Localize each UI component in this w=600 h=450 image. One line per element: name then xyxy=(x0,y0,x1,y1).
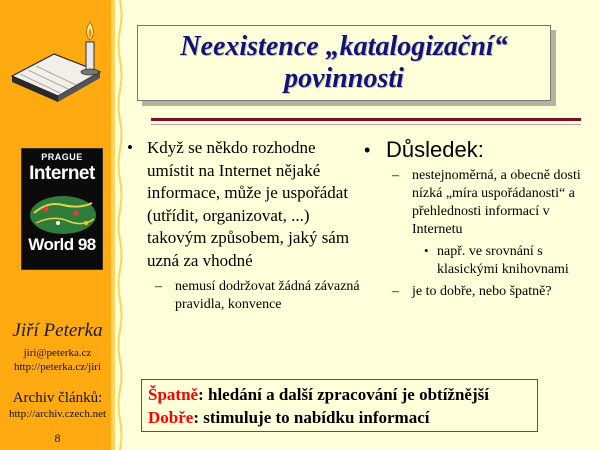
title-divider-thin xyxy=(151,124,581,125)
author-url[interactable]: http://peterka.cz/jiri xyxy=(13,361,102,373)
title-divider xyxy=(151,118,581,121)
author-email[interactable]: jiri@peterka.cz xyxy=(23,347,92,359)
logo-word-world: World 98 xyxy=(28,235,96,254)
left-sub-point xyxy=(155,278,360,314)
dash-icon: – xyxy=(155,279,162,294)
archive-url[interactable]: http://archiv.czech.net xyxy=(8,408,107,420)
slide-title-box xyxy=(137,25,551,101)
sidebar-edge-decoration xyxy=(117,0,123,450)
bullet-icon: • xyxy=(127,138,133,157)
conclusion-box xyxy=(141,379,538,432)
slide-title-line-1: Neexistence „katalogizační“ xyxy=(180,31,508,62)
right-sub-point-1 xyxy=(392,167,590,239)
right-sub-point-2 xyxy=(392,283,590,301)
internet-world-logo xyxy=(21,148,103,270)
small-bullet-icon: • xyxy=(424,243,429,258)
globe-icon xyxy=(28,193,98,235)
good-label: Dobře xyxy=(148,408,194,427)
book-candle-icon xyxy=(8,14,108,104)
left-sub-text: nemusí dodržovat žádná závazná pravidla, konvence xyxy=(175,279,360,312)
right-sub-text-1: nestejnoměrná, a obecně dosti nízká „míra uspořádanosti“ a přehlednosti informací v Internetu xyxy=(412,168,581,237)
bad-text: : hledání a další zpracování je obtížnější xyxy=(198,385,489,404)
good-text: : stimuluje to nabídku informací xyxy=(193,408,430,427)
logo-word-internet: Internet xyxy=(29,163,95,184)
right-sub-sub-point xyxy=(424,243,590,279)
bullet-icon: • xyxy=(364,140,371,160)
sidebar xyxy=(0,0,115,450)
left-main-point xyxy=(125,137,360,272)
dash-icon: – xyxy=(392,284,399,299)
right-column xyxy=(362,137,590,301)
conclusion-good-line xyxy=(148,406,531,429)
slide-title-line-2: povinnosti xyxy=(284,63,404,94)
left-column xyxy=(125,137,360,314)
right-sub-text-2: je to dobře, nebo špatně? xyxy=(412,284,552,299)
author-name: Jiří Peterka xyxy=(12,320,103,341)
left-main-text: Když se někdo rozhodne umístit na Internet nějaké informace, může je uspořádat (utřídit, organizovat, ...) takovým způsobem, jaký sám uzná za vhodné xyxy=(147,138,350,270)
archive-title: Archiv článků: xyxy=(12,390,103,406)
right-main-point xyxy=(362,137,590,163)
right-sub-sub-text: např. ve srovnání s klasickými knihovnami xyxy=(437,244,569,277)
right-main-text: Důsledek: xyxy=(386,137,484,162)
dash-icon: – xyxy=(392,168,399,183)
conclusion-bad-line xyxy=(148,383,531,406)
page-number: 8 xyxy=(54,431,61,445)
bad-label: Špatně xyxy=(148,385,199,404)
logo-city: PRAGUE xyxy=(41,152,83,162)
